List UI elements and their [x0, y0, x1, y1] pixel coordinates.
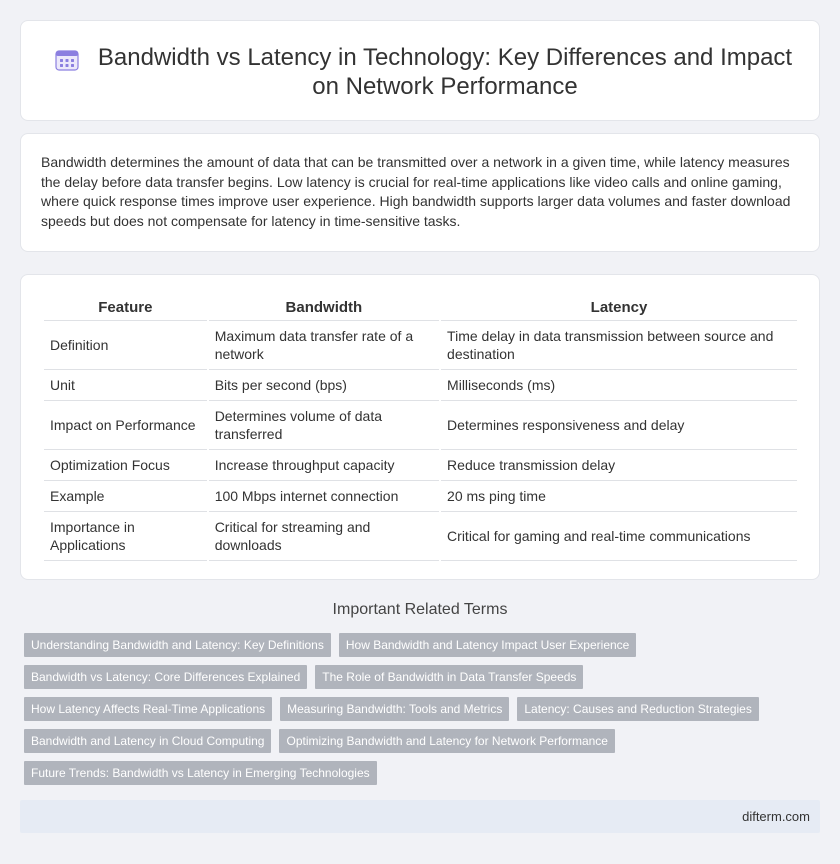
related-term-link[interactable]: How Bandwidth and Latency Impact User Experience: [339, 633, 636, 657]
related-term-link[interactable]: Measuring Bandwidth: Tools and Metrics: [280, 697, 509, 721]
intro-card: [20, 133, 820, 252]
footer: [20, 800, 820, 833]
table-cell: Unit: [44, 370, 207, 401]
related-term-link[interactable]: Bandwidth and Latency in Cloud Computing: [24, 729, 271, 753]
column-header-bandwidth: Bandwidth: [209, 295, 439, 321]
table-cell: Optimization Focus: [44, 450, 207, 481]
table-cell: 20 ms ping time: [441, 481, 797, 512]
table-row: [44, 512, 797, 561]
table-cell: Importance in Applications: [44, 512, 207, 561]
table-cell: Definition: [44, 321, 207, 370]
table-row: [44, 401, 797, 450]
site-name[interactable]: difterm.com: [742, 809, 810, 824]
table-cell: Reduce transmission delay: [441, 450, 797, 481]
table-row: [44, 370, 797, 401]
title-card: [20, 20, 820, 121]
table-cell: 100 Mbps internet connection: [209, 481, 439, 512]
tag-row: [24, 697, 759, 721]
tag-row: [24, 633, 636, 657]
table-row: [44, 450, 797, 481]
page-title: Bandwidth vs Latency in Technology: Key Differences and Impact on Network Performance: [97, 44, 793, 100]
table-header-row: [44, 295, 797, 321]
tag-row: [24, 761, 377, 785]
table-cell: Critical for streaming and downloads: [209, 512, 439, 561]
table-cell: Milliseconds (ms): [441, 370, 797, 401]
table-cell: Determines responsiveness and delay: [441, 401, 797, 450]
comparison-card: [20, 274, 820, 580]
column-header-feature: Feature: [44, 295, 207, 321]
tag-row: [24, 729, 615, 753]
related-term-link[interactable]: Future Trends: Bandwidth vs Latency in Emerging Technologies: [24, 761, 377, 785]
related-term-link[interactable]: Bandwidth vs Latency: Core Differences Explained: [24, 665, 307, 689]
table-row: [44, 321, 797, 370]
related-term-link[interactable]: Optimizing Bandwidth and Latency for Network Performance: [279, 729, 615, 753]
related-term-link[interactable]: How Latency Affects Real-Time Applications: [24, 697, 272, 721]
table-cell: Determines volume of data transferred: [209, 401, 439, 450]
comparison-table: [42, 295, 799, 561]
table-cell: Increase throughput capacity: [209, 450, 439, 481]
column-header-latency: Latency: [441, 295, 797, 321]
related-term-link[interactable]: The Role of Bandwidth in Data Transfer Speeds: [315, 665, 583, 689]
table-cell: Time delay in data transmission between source and destination: [441, 321, 797, 370]
intro-text: Bandwidth determines the amount of data that can be transmitted over a network in a given time, while latency measures the delay before data transfer begins. Low latency is crucial for real-time applications like video calls and online gaming, where quick response times improve user experience. High bandwidth supports larger data volumes and faster download speeds but does not compensate for latency in time-sensitive tasks.: [41, 154, 791, 229]
related-terms-heading: Important Related Terms: [332, 601, 508, 618]
related-term-link[interactable]: Latency: Causes and Reduction Strategies: [517, 697, 758, 721]
table-cell: Maximum data transfer rate of a network: [209, 321, 439, 370]
related-term-link[interactable]: Understanding Bandwidth and Latency: Key Definitions: [24, 633, 331, 657]
tag-row: [24, 665, 583, 689]
table-row: [44, 481, 797, 512]
table-cell: Bits per second (bps): [209, 370, 439, 401]
table-cell: Impact on Performance: [44, 401, 207, 450]
calendar-grid-icon: [55, 49, 79, 71]
table-cell: Critical for gaming and real-time communications: [441, 512, 797, 561]
table-cell: Example: [44, 481, 207, 512]
